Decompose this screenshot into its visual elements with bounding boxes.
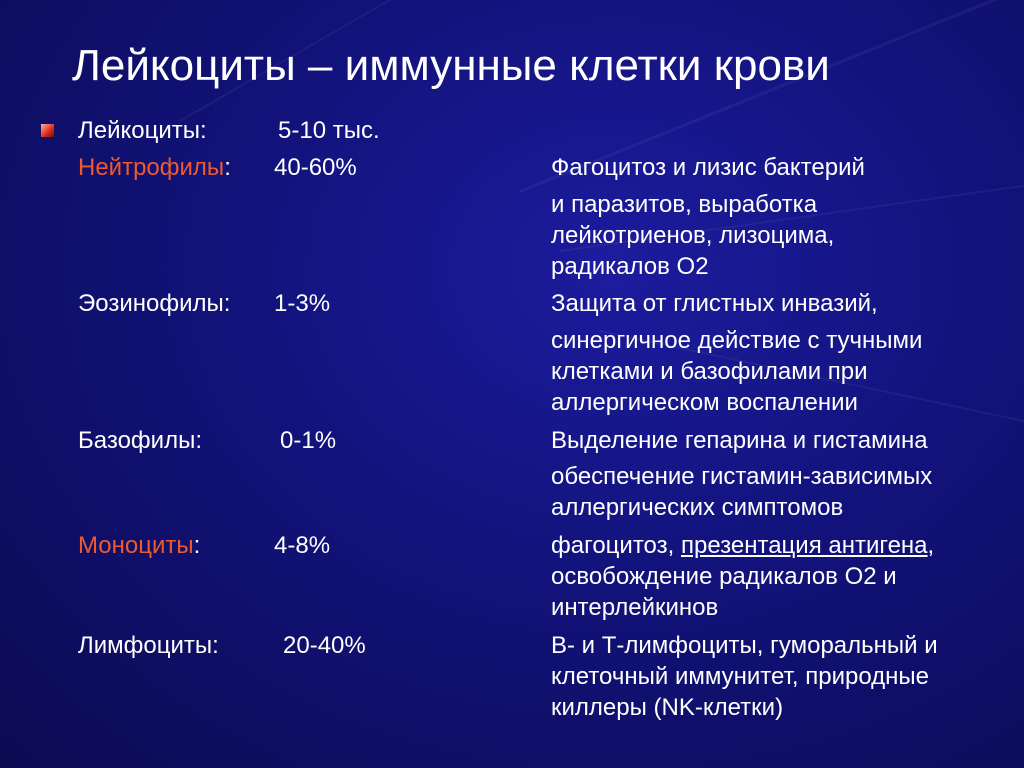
function-line: клетками и базофилами при [551,358,868,385]
cell-type-monocytes: Моноциты: [78,532,201,559]
function-line: аллергических симптомов [551,494,844,521]
antigen-presentation-link[interactable]: презентация антигена [680,532,928,559]
cell-percent-basophils: 0-1% [280,427,337,454]
function-line: Выделение гепарина и гистамина [551,427,928,454]
cell-type-lymphocytes: Лимфоциты: [78,632,219,659]
function-line: В- и Т-лимфоциты, гуморальный и [551,632,938,659]
function-line: лейкотриенов, лизоцима, [551,222,835,249]
cell-type-basophils: Базофилы: [78,427,202,454]
function-line: Защита от глистных инвазий, [551,290,878,317]
cell-type-eosinophils: Эозинофилы: [78,290,231,317]
bullet-icon [41,124,54,137]
bullet-label: Лейкоциты: [78,117,207,144]
cell-percent-monocytes: 4-8% [274,532,331,559]
cell-type-neutrophils: Нейтрофилы: [78,154,231,181]
function-line: киллеры (NK-клетки) [551,694,784,721]
function-line: синергичное действие с тучными [551,327,923,354]
function-line: и паразитов, выработка [551,191,818,218]
bullet-value: 5-10 тыс. [278,117,380,144]
cell-percent-lymphocytes: 20-40% [283,632,366,659]
function-line: радикалов О2 [551,253,709,280]
function-line: интерлейкинов [551,594,719,621]
function-line: фагоцитоз, презентация антигена, [551,532,935,559]
function-line: аллергическом воспалении [551,389,858,416]
function-line: обеспечение гистамин-зависимых [551,463,933,490]
function-line: клеточный иммунитет, природные [551,663,929,690]
cell-percent-neutrophils: 40-60% [274,154,357,181]
slide-title: Лейкоциты – иммунные клетки крови [72,41,830,90]
function-line: Фагоцитоз и лизис бактерий [551,154,865,181]
function-line: освобождение радикалов О2 и [551,563,897,590]
cell-percent-eosinophils: 1-3% [274,290,331,317]
